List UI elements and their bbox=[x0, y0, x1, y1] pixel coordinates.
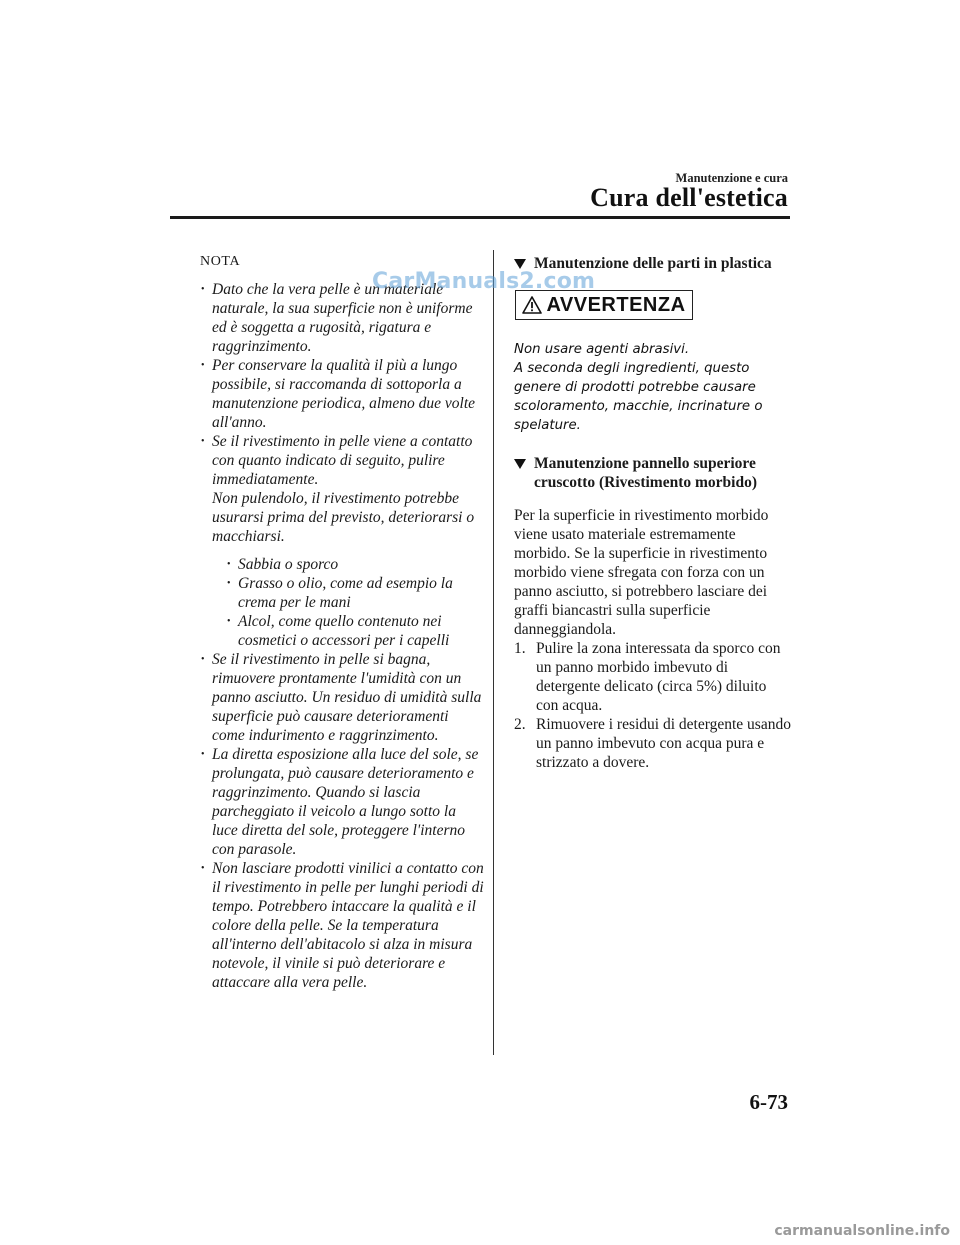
triangle-down-icon bbox=[514, 259, 526, 269]
watermark-text: CarManuals2.com bbox=[372, 269, 596, 294]
section-heading-plastic: Manutenzione delle parti in plastica bbox=[514, 254, 792, 273]
column-divider bbox=[493, 250, 494, 1055]
note-bullet-3: • Se il rivestimento in pelle viene a contatto con quanto indicato di seguito, pulire immediatamente. Non pulendolo, il rivestimento potrebbe usurarsi prima del previsto, deteriorarsi o macchiarsi. • Sabbia o sporco • Grasso o olio, come ad esempio la crema per le mani • Alcol, come quello contenuto nei cosmetici o accessori per i capelli bbox=[200, 432, 485, 650]
page-number: 6-73 bbox=[749, 1090, 788, 1114]
sub-bullet-1: • Sabbia o sporco bbox=[226, 555, 485, 574]
step-item-2: 2. Rimuovere i residui di detergente usando un panno imbevuto con acqua pura e strizzato a dovere. bbox=[514, 716, 791, 771]
header-rule bbox=[170, 216, 790, 219]
page-title: Cura dell'estetica bbox=[590, 183, 788, 212]
note-bullet-6: • Non lasciare prodotti vinilici a contatto con il rivestimento in pelle per lunghi periodi di tempo. Potrebbero intaccare la qualità e il colore della pelle. Se la temperatura all'interno dell'abitacolo si alza in misura notevole, il vinile si può deteriorare e attaccare alla vera pelle. bbox=[200, 859, 485, 992]
note-bullet-4: • Se il rivestimento in pelle si bagna, rimuovere prontamente l'umidità con un panno asciutto. Un residuo di umidità sulla superficie può causare deterioramenti come indurimento e raggrinzimento. bbox=[200, 650, 485, 745]
section-heading-dashboard: Manutenzione pannello superiore cruscotto (Rivestimento morbido) bbox=[514, 454, 792, 492]
note-bullet-2: • Per conservare la qualità il più a lungo possibile, si raccomanda di sottoporla a manutenzione periodica, almeno due volte all'anno. bbox=[200, 356, 485, 432]
triangle-down-icon bbox=[514, 459, 526, 469]
note-bullet-1: • Dato che la vera pelle è un materiale naturale, la sua superficie non è uniforme ed è soggetta a rugosità, rigatura e raggrinzimento. bbox=[200, 280, 485, 356]
warning-triangle-icon bbox=[522, 296, 542, 314]
body-paragraph: Per la superficie in rivestimento morbido viene usato materiale estremamente morbido. Se la superficie in rivestimento morbido viene sfregata con forza con un panno asciutto, si potrebbero lasciare dei graffi biancastri sulla superficie danneggiandola. bbox=[514, 507, 769, 638]
sub-bullet-2: • Grasso o olio, come ad esempio la crema per le mani bbox=[226, 574, 485, 612]
left-column bbox=[200, 252, 485, 992]
sub-bullet-3: • Alcol, come quello contenuto nei cosmetici o accessori per i capelli bbox=[226, 612, 485, 650]
steps-list bbox=[514, 639, 792, 772]
note-bullet-3-extra: Non pulendolo, il rivestimento potrebbe usurarsi prima del previsto, deteriorarsi o macchiarsi. bbox=[212, 490, 475, 545]
right-column bbox=[514, 254, 792, 772]
nota-label: NOTA bbox=[200, 254, 241, 269]
warning-title: AVVERTENZA bbox=[546, 293, 686, 316]
step-item-1: 1. Pulire la zona interessata da sporco con un panno morbido imbevuto di detergente delicato (circa 5%) diluito con acqua. bbox=[514, 640, 781, 714]
warning-box bbox=[515, 290, 693, 320]
section-label: Manutenzione e cura bbox=[675, 171, 788, 185]
note-bullet-5: • La diretta esposizione alla luce del sole, se prolungata, può causare deterioramento e raggrinzimento. Quando si lascia parcheggiato il veicolo a lungo sotto la luce diretta del sole, proteggere l'interno con parasole. bbox=[200, 745, 485, 859]
warning-text: Non usare agenti abrasivi. A seconda degli ingredienti, questo genere di prodotti potrebbe causare scoloramento, macchie, incrinature o spelature. bbox=[514, 342, 763, 433]
sub-bullet-list bbox=[212, 555, 485, 650]
footer-watermark: carmanualsonline.info bbox=[774, 1223, 950, 1239]
